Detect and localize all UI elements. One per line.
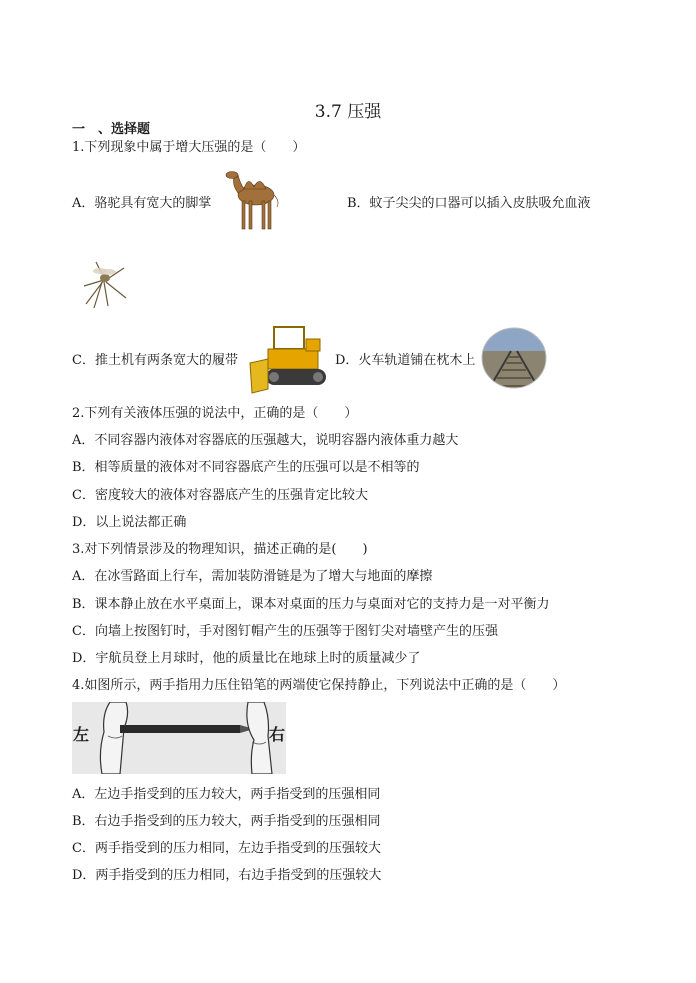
q3-stem: 3.对下列情景涉及的物理知识，描述正确的是( ) bbox=[72, 542, 368, 557]
right-label: 右 bbox=[269, 725, 286, 744]
camel-icon bbox=[222, 163, 286, 235]
q2-option-b: B．相等质量的液体对不同容器底产生的压强可以是不相等的 bbox=[72, 460, 420, 475]
q1-option-b: B．蚊子尖尖的口器可以插入皮肤吸允血液 bbox=[347, 196, 591, 211]
q3-option-d: D．宇航员登上月球时，他的质量比在地球上时的质量减少了 bbox=[72, 651, 421, 666]
q2-option-c: C．密度较大的液体对容器底产生的压强肯定比较大 bbox=[72, 488, 368, 503]
q4-option-c: C．两手指受到的压力相同，左边手指受到的压强较大 bbox=[72, 841, 381, 856]
bulldozer-icon bbox=[248, 325, 332, 395]
section-heading: 一 、选择题 bbox=[72, 122, 151, 137]
page-title: 3.7 压强 bbox=[314, 102, 382, 122]
q4-option-d: D．两手指受到的压力相同，右边手指受到的压强较大 bbox=[72, 868, 382, 883]
pencil-illustration bbox=[72, 702, 286, 774]
q4-option-a: A．左边手指受到的压力较大，两手指受到的压强相同 bbox=[72, 787, 381, 802]
q2-option-d: D．以上说法都正确 bbox=[72, 515, 187, 530]
q2-option-a: A．不同容器内液体对容器底的压强越大，说明容器内液体重力越大 bbox=[72, 433, 459, 448]
q1-option-c: C．推土机有两条宽大的履带 bbox=[72, 353, 238, 368]
q3-option-b: B．课本静止放在水平桌面上，课本对桌面的压力与桌面对它的支持力是一对平衡力 bbox=[72, 597, 550, 612]
q1-option-a: A．骆驼具有宽大的脚掌 bbox=[72, 196, 212, 211]
railway-icon bbox=[481, 327, 547, 389]
q2-stem: 2.下列有关液体压强的说法中，正确的是（ ） bbox=[72, 406, 358, 421]
q4-option-b: B．右边手指受到的压力较大，两手指受到的压强相同 bbox=[72, 814, 381, 829]
q4-stem: 4.如图所示，两手指用力压住铅笔的两端使它保持静止，下列说法中正确的是（ ） bbox=[72, 678, 566, 693]
q1-stem: 1.下列现象中属于增大压强的是（ ） bbox=[72, 140, 306, 155]
q3-option-c: C．向墙上按图钉时，手对图钉帽产生的压强等于图钉尖对墙壁产生的压强 bbox=[72, 624, 498, 639]
q3-option-a: A．在冰雪路面上行车，需加装防滑链是为了增大与地面的摩擦 bbox=[72, 569, 433, 584]
pencil-figure bbox=[72, 702, 286, 774]
q1-option-d: D．火车轨道铺在枕木上 bbox=[335, 353, 476, 368]
left-label: 左 bbox=[73, 725, 90, 744]
mosquito-icon bbox=[80, 258, 130, 310]
